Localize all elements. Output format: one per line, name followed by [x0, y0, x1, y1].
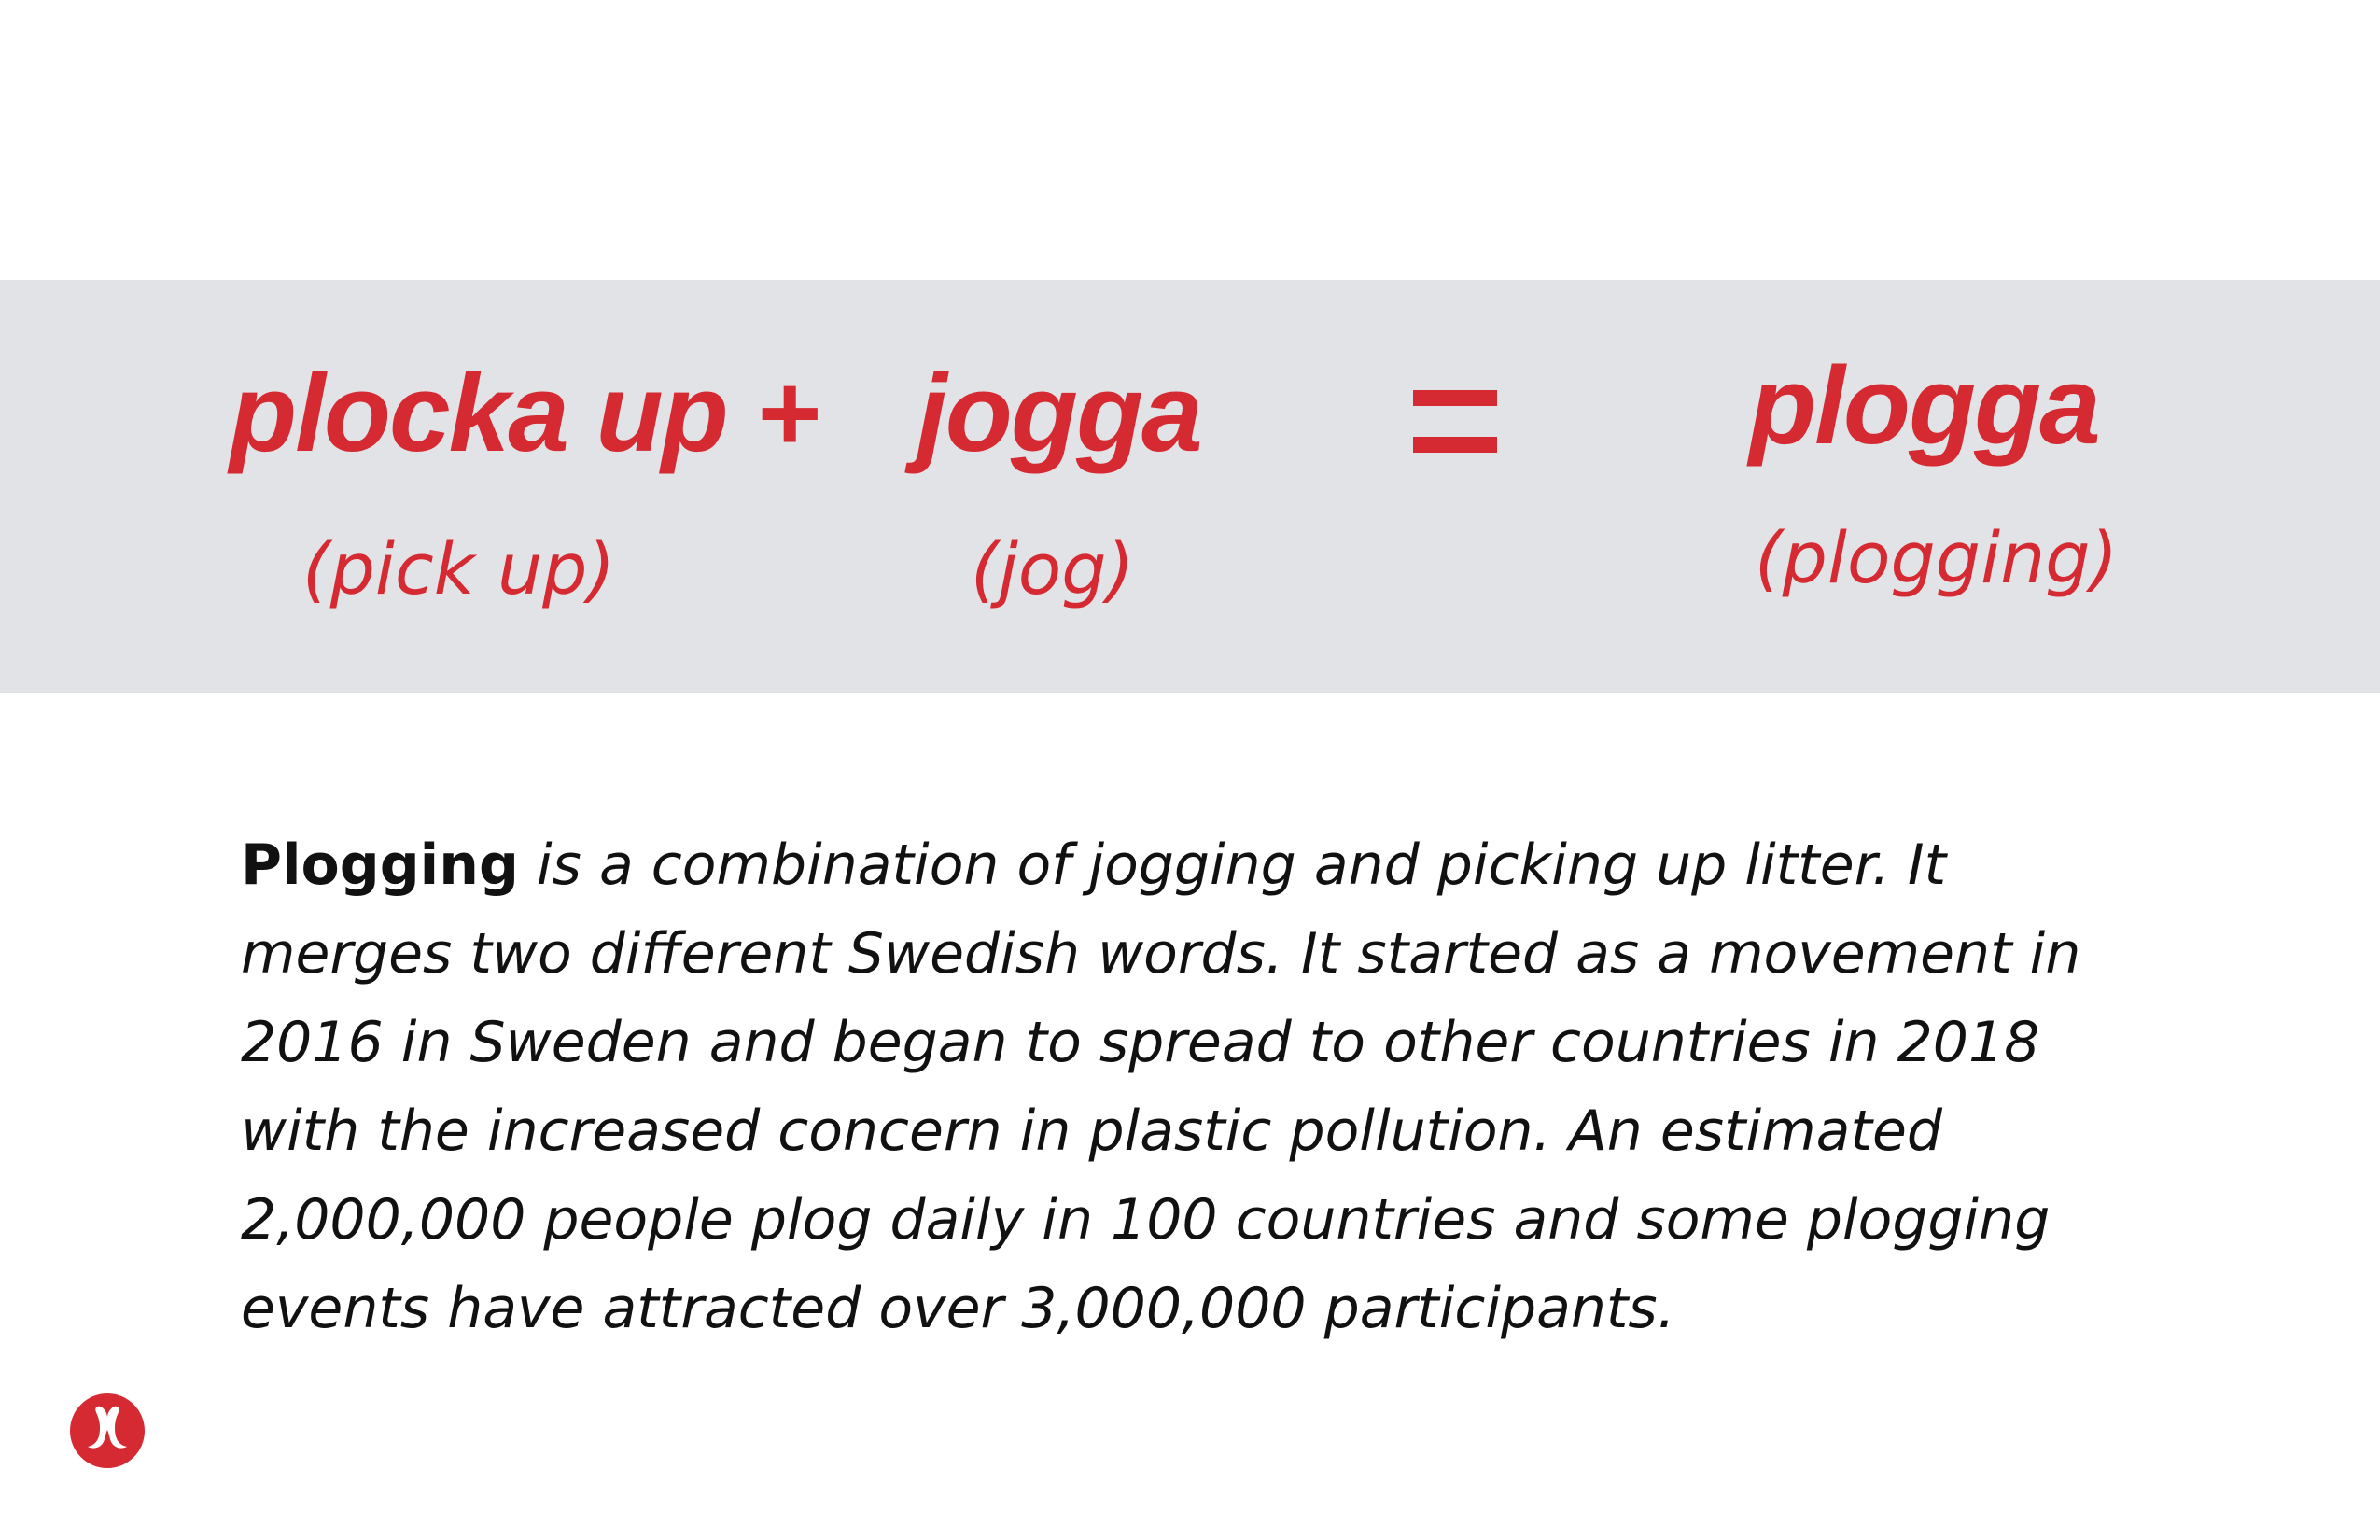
gloss-pick-up: (pick up): [302, 527, 616, 610]
paragraph-line-5: 2,000,000 people plog daily in 100 countries and some plogging: [241, 1187, 2051, 1253]
paragraph-line-4: with the increased concern in plastic pollution. An estimated: [241, 1099, 1942, 1164]
gloss-plogging: (plogging): [1755, 516, 2119, 599]
paragraph-line-3: 2016 in Sweden and began to spread to other countries in 2018: [241, 1010, 2040, 1075]
term-plocka-up: plocka up +: [230, 352, 819, 475]
plogging-description: [241, 821, 2154, 1353]
paragraph-line-6: events have attracted over 3,000,000 participants.: [241, 1276, 1675, 1341]
paragraph-line-1: [241, 821, 2154, 910]
paragraph-line-1-text: is a combination of jogging and picking up litter. It: [518, 833, 1947, 898]
lululemon-logo-icon: [69, 1393, 146, 1469]
term-jogga: jogga: [917, 352, 1201, 475]
equation-band: [0, 280, 2380, 693]
equals-sign: [1413, 390, 1497, 454]
gloss-jog: (jog): [971, 527, 1135, 610]
paragraph-lead-term: Plogging: [241, 833, 519, 898]
term-plogga: plogga: [1749, 344, 2099, 468]
paragraph-line-2: merges two different Swedish words. It started as a movement in: [241, 921, 2081, 987]
